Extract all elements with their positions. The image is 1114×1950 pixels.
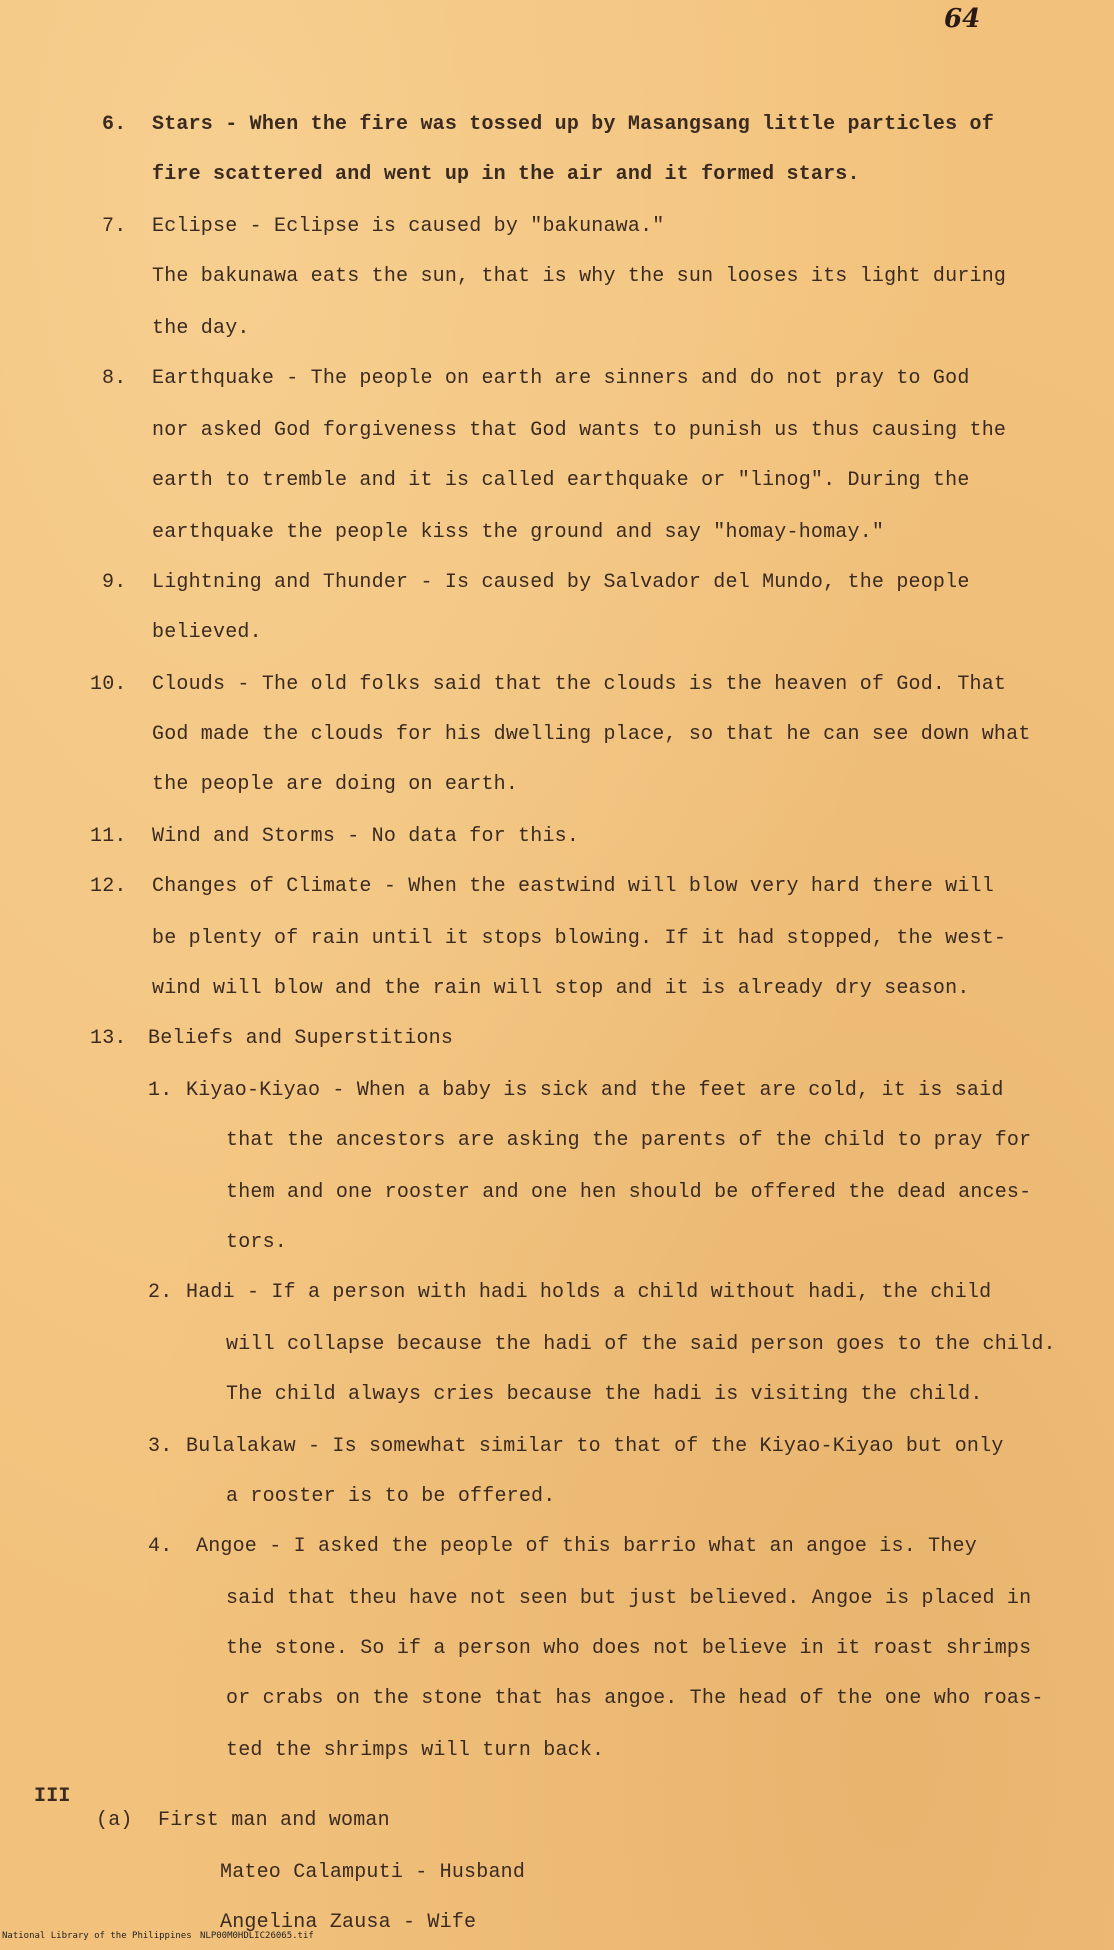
belief-3-number: 3. [148, 1435, 173, 1458]
item-9-line-2: believed. [152, 621, 262, 644]
belief-1-number: 1. [148, 1079, 173, 1102]
footer-library-name: National Library of the Philippines [2, 1931, 192, 1941]
belief-4-line-3: the stone. So if a person who does not believe in it roast shrimps [226, 1637, 1032, 1660]
section-sub-label: (a) [96, 1809, 133, 1832]
belief-2-line-1: Hadi - If a person with hadi holds a child without hadi, the child [186, 1281, 992, 1304]
belief-2-line-3: The child always cries because the hadi is visiting the child. [226, 1383, 983, 1406]
footer-file-name: NLP00M0HDLIC26065.tif [200, 1931, 314, 1941]
belief-1-line-2: that the ancestors are asking the parents of the child to pray for [226, 1129, 1032, 1152]
item-7-line-2: The bakunawa eats the sun, that is why the sun looses its light during [152, 265, 1007, 288]
item-9-number: 9. [102, 571, 127, 594]
item-7-number: 7. [102, 215, 127, 238]
wife-line: Angelina Zausa - Wife [220, 1911, 477, 1934]
husband-line: Mateo Calamputi - Husband [220, 1861, 526, 1884]
item-6-line-1: Stars - When the fire was tossed up by Masangsang little particles of [152, 113, 994, 136]
item-12-line-2: be plenty of rain until it stops blowing. If it had stopped, the west- [152, 927, 1007, 950]
belief-4-line-2: said that theu have not seen but just believed. Angoe is placed in [226, 1587, 1032, 1610]
item-8-line-4: earthquake the people kiss the ground and say "homay-homay." [152, 521, 885, 544]
item-12-line-1: Changes of Climate - When the eastwind will blow very hard there will [152, 875, 994, 898]
item-6-number: 6. [102, 113, 127, 136]
belief-1-line-1: Kiyao-Kiyao - When a baby is sick and the feet are cold, it is said [186, 1079, 1004, 1102]
section-roman-numeral: III [34, 1785, 71, 1808]
page-number: 64 [944, 4, 981, 34]
item-13-line-1: Beliefs and Superstitions [148, 1027, 454, 1050]
item-11-number: 11. [90, 825, 127, 848]
item-11-line-1: Wind and Storms - No data for this. [152, 825, 580, 848]
item-7-line-3: the day. [152, 317, 250, 340]
belief-4-line-1: Angoe - I asked the people of this barrio what an angoe is. They [196, 1535, 977, 1558]
belief-3-line-2: a rooster is to be offered. [226, 1485, 556, 1508]
item-6-line-2: fire scattered and went up in the air and it formed stars. [152, 163, 860, 186]
item-8-line-1: Earthquake - The people on earth are sinners and do not pray to God [152, 367, 970, 390]
item-9-line-1: Lightning and Thunder - Is caused by Salvador del Mundo, the people [152, 571, 970, 594]
belief-3-line-1: Bulalakaw - Is somewhat similar to that of the Kiyao-Kiyao but only [186, 1435, 1004, 1458]
item-8-line-2: nor asked God forgiveness that God wants to punish us thus causing the [152, 419, 1007, 442]
belief-4-number: 4. [148, 1535, 173, 1558]
belief-4-line-5: ted the shrimps will turn back. [226, 1739, 605, 1762]
item-12-number: 12. [90, 875, 127, 898]
item-8-number: 8. [102, 367, 127, 390]
belief-1-line-3: them and one rooster and one hen should be offered the dead ances- [226, 1181, 1032, 1204]
item-10-line-3: the people are doing on earth. [152, 773, 519, 796]
item-13-number: 13. [90, 1027, 127, 1050]
section-sub-title: First man and woman [158, 1809, 390, 1832]
belief-1-line-4: tors. [226, 1231, 288, 1254]
item-12-line-3: wind will blow and the rain will stop and it is already dry season. [152, 977, 970, 1000]
belief-2-line-2: will collapse because the hadi of the said person goes to the child. [226, 1333, 1056, 1356]
item-10-line-1: Clouds - The old folks said that the clouds is the heaven of God. That [152, 673, 1007, 696]
item-8-line-3: earth to tremble and it is called earthquake or "linog". During the [152, 469, 970, 492]
belief-2-number: 2. [148, 1281, 173, 1304]
item-10-number: 10. [90, 673, 127, 696]
item-7-line-1: Eclipse - Eclipse is caused by "bakunawa." [152, 215, 665, 238]
belief-4-line-4: or crabs on the stone that has angoe. The head of the one who roas- [226, 1687, 1044, 1710]
item-10-line-2: God made the clouds for his dwelling place, so that he can see down what [152, 723, 1031, 746]
